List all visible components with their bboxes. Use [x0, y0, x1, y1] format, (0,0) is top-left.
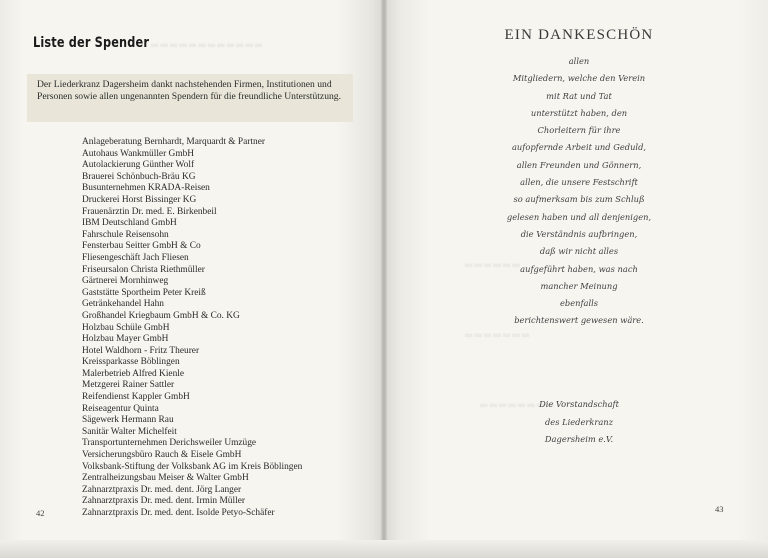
page-bottom-edge — [0, 540, 768, 558]
signature-block — [478, 396, 680, 449]
thank-you-text — [468, 53, 690, 330]
donor-list-item: Kreissparkasse Böblingen — [82, 357, 180, 368]
donor-list — [82, 137, 302, 520]
page-number-left: 42 — [36, 508, 45, 518]
donor-list-item: Anlageberatung Bernhardt, Marquardt & Partner — [82, 137, 266, 147]
donor-list-item: Autohaus Wankmüller GmbH — [82, 148, 195, 159]
donor-list-item: Zahnarztpraxis Dr. med. dent. Isolde Petyo-Schäfer — [82, 508, 275, 518]
donor-list-item: Volksbank-Stiftung der Volksbank AG im Kreis Böblingen — [82, 461, 303, 472]
donor-list-item: Malerbetrieb Alfred Kienle — [82, 368, 185, 379]
donor-list-item: Getränkehandel Hahn — [82, 299, 164, 310]
thank-you-line: aufgeführt haben, was nach — [520, 263, 638, 274]
right-page — [384, 0, 768, 558]
donor-list-item: Sanitär Walter Michelfeit — [82, 426, 177, 437]
thank-you-line: allen, die unsere Festschrift — [520, 177, 638, 188]
thank-you-line: Mitgliedern, welche den Verein — [512, 73, 646, 84]
signature-line: des Liederkranz — [544, 416, 614, 427]
donor-list-item: Gaststätte Sportheim Peter Kreiß — [82, 287, 206, 298]
thank-you-line: daß wir nicht alles — [539, 246, 619, 257]
donor-list-item: Holzbau Mayer GmbH — [82, 334, 169, 345]
donor-list-item: Reiseagentur Quinta — [82, 403, 159, 414]
donor-list-item: Zentralheizungsbau Meiser & Walter GmbH — [82, 473, 249, 484]
thank-you-line: mancher Meinung — [540, 280, 618, 291]
thank-you-line: Chorleitern für ihre — [537, 125, 621, 136]
book-gutter — [381, 0, 387, 558]
donor-list-item: Fliesengeschäft Jach Fliesen — [82, 252, 189, 263]
thank-you-line: gelesen haben und all denjenigen, — [506, 211, 652, 222]
donor-list-item: Friseursalon Christa Riethmüller — [82, 264, 205, 275]
donor-list-item: Großhandel Kriegbaum GmbH & Co. KG — [82, 310, 240, 321]
donor-list-title: Liste der Spender — [33, 35, 150, 51]
donor-list-item: Holzbau Schüle GmbH — [82, 322, 170, 333]
thank-you-line: allen — [568, 56, 590, 66]
donor-list-item: Fahrschule Reisensohn — [82, 229, 169, 240]
thank-you-line: unterstützt haben, den — [530, 107, 628, 118]
donor-list-item: Metzgerei Rainer Sattler — [82, 380, 175, 391]
donor-list-item: Versicherungsbüro Rauch & Eisele GmbH — [82, 450, 242, 461]
donor-list-item: Frauenärztin Dr. med. E. Birkenbeil — [82, 206, 217, 217]
donor-list-item: Hotel Waldhorn - Fritz Theurer — [82, 345, 200, 356]
donor-list-item: Reifendienst Kappler GmbH — [82, 392, 190, 403]
thank-you-line: allen Freunden und Gönnern, — [516, 159, 642, 170]
donor-list-item: Autolackierung Günther Wolf — [82, 160, 195, 171]
donor-list-item: Druckerei Horst Bissinger KG — [82, 194, 197, 205]
donor-list-item: Sägewerk Hermann Rau — [82, 415, 174, 426]
thank-you-title: EIN DANKESCHÖN — [504, 27, 654, 43]
page-number-right: 43 — [715, 504, 724, 514]
show-through-text — [150, 40, 263, 51]
thank-you-line: aufopfernde Arbeit und Geduld, — [511, 142, 647, 153]
donor-list-item: Busunternehmen KRADA-Reisen — [82, 183, 210, 194]
thank-you-line: mit Rat und Tat — [546, 90, 612, 101]
thank-you-line: die Verständnis aufbringen, — [520, 228, 638, 239]
thank-you-line: berichtenswert gewesen wäre. — [514, 315, 644, 326]
thank-you-line: ebenfalls — [559, 298, 599, 309]
donor-list-item: Fensterbau Seitter GmbH & Co — [82, 241, 201, 252]
signature-line: Die Vorstandschaft — [539, 399, 619, 409]
donor-list-item: Transportunternehmen Derichsweiler Umzüge — [82, 438, 257, 449]
thank-you-line: so aufmerksam bis zum Schluß — [513, 194, 645, 205]
intro-text-box: Der Liederkranz Dagersheim dankt nachstehenden Firmen, Institutionen und Personen sowie allen ungenannten Spendern für die freundliche Unterstützung. — [27, 74, 353, 122]
donor-list-item: Brauerei Schönbuch-Bräu KG — [82, 171, 196, 182]
donor-list-item: Zahnarztpraxis Dr. med. dent. Jörg Langer — [82, 484, 242, 495]
signature-line: Dagersheim e.V. — [544, 434, 614, 444]
donor-list-item: Zahnarztpraxis Dr. med. dent. Irmin Müller — [82, 496, 245, 507]
show-through-text — [464, 330, 530, 341]
donor-list-item: IBM Deutschland GmbH — [82, 218, 177, 229]
donor-list-item: Gärtnerei Mornhinweg — [82, 276, 169, 287]
